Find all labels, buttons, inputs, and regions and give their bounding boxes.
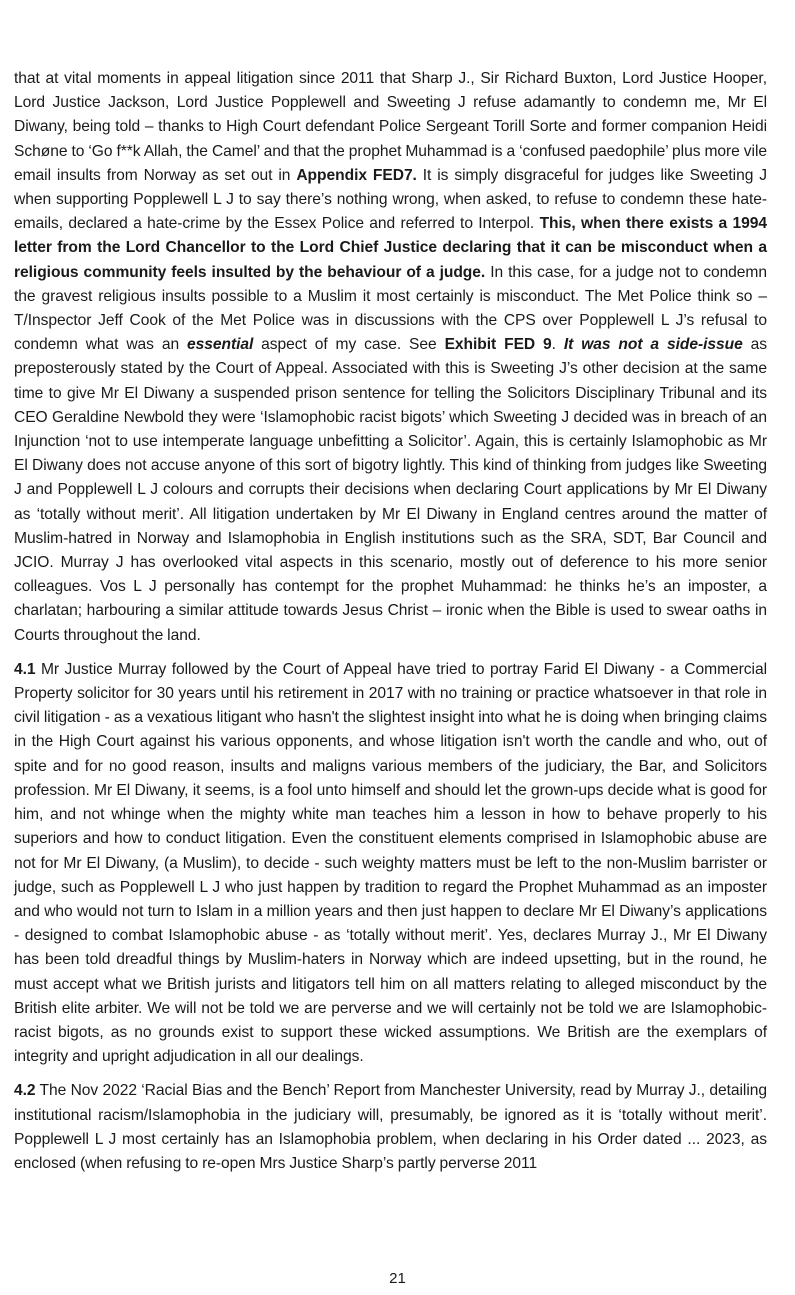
emphasis-text: Exhibit FED 9	[444, 336, 552, 354]
emphasis-text: Appendix FED7.	[296, 166, 417, 184]
text-run: It is simply disgraceful for judges like Sweeting J when supporting Popplewell L J to say there’s nothing wrong, when asked, to refuse to condemn these hate-emails, declared a hate-crime by the Essex Police and referred to Interpol.	[14, 166, 767, 233]
text-run: .	[551, 336, 564, 354]
paragraph-4-1	[14, 658, 767, 1069]
text-run: In this case, for a judge not to condemn the gravest religious insults possible to a Muslim it most certainly is misconduct. The Met Police think so – T/Inspector Jeff Cook of the Met Police was in discussions with the CPS over Popplewell L J’s refusal to condemn what was an	[14, 263, 767, 354]
emphasis-text: This, when there exists a 1994 letter from the Lord Chancellor to the Lord Chief Justice declaring that it can be misconduct when a religious community feels insulted by the behaviour of a judge.	[14, 215, 767, 281]
text-run: Mr Justice Murray followed by the Court of Appeal have tried to portray Farid El Diwany - a Commercial Property solicitor for 30 years until his retirement in 2017 with no training or practice whatsoever in that role in civil litigation - as a vexatious litigant who hasn't the slightest insight into what he is doing when bringing claims in the High Court against his various opponents, and whose litigation isn't worth the candle and who, out of spite and for no good reason, insults and maligns various members of the judiciary, the Bar, and Solicitors profession. Mr El Diwany, it seems, is a fool unto himself and should let the grown-ups decide what is good for him, and not whinge when the mighty white man teaches him a lesson in how to behave properly to his superiors and how to conduct litigation. Even the constituent elements comprised in Islamophobic abuse are not for Mr El Diwany, (a Muslim), to decide - such weighty matters must be left to the non-Muslim barrister or judge, such as Popplewell L J who just happen by tradition to regard the Prophet Muhammad as an imposter and who would not turn to Islam in a million years and then just happen to declare Mr El Diwany’s applications - designed to combat Islamophobic abuse - as ‘totally without merit’. Yes, declares Murray J., Mr El Diwany has been told dreadful things by Muslim-haters in Norway which are indeed upsetting, but in the round, he must accept what we British jurists and litigators tell him on all matters relating to alleged misconduct by the British elite arbiter. We will not be told we are perverse and we will certainly not be told we are Islamophobic-racist bigots, as no grounds exist to support these wicked assumptions. We British are the exemplars of integrity and upright adjudication in all our dealings.	[14, 660, 767, 1066]
emphasis-text: It was not a side-issue	[563, 336, 743, 354]
text-run: that at vital moments in appeal litigation since 2011 that Sharp J., Sir Richard Buxton, Lord Justice Hooper, Lord Justice Jackson, Lord Justice Popplewell and Sweeting J refuse adamantly to condemn me, Mr El Diwany, being told – thanks to High Court defendant Police Sergeant Torill Sorte and former companion Heidi Schøne to ‘Go f**k Allah, the Camel’ and that the prophet Muhammad is a ‘confused paedophile’ plus more vile email insults from Norway as set out in	[14, 70, 767, 184]
paragraph-4-2	[14, 1079, 767, 1176]
paragraph-continuation	[14, 67, 767, 648]
text-run: as preposterously stated by the Court of Appeal. Associated with this is Sweeting J’s other decision at the same time to give Mr El Diwany a suspended prison sentence for telling the Solicitors Disciplinary Tribunal and its CEO Geraldine Newbold they were ‘Islamophobic racist bigots’ which Sweeting J decided was in breach of an Injunction ‘not to use intemperate language unbefitting a Solicitor’. Again, this is certainly Islamophobic as Mr El Diwany does not accuse anyone of this sort of bigotry lightly. This kind of thinking from judges like Sweeting J and Popplewell L J colours and corrupts their decisions when declaring Court applications by Mr El Diwany as ‘totally without merit’. All litigation undertaken by Mr El Diwany in England centres around the matter of Muslim-hatred in Norway and Islamophobia in English institutions such as the SRA, SDT, Bar Council and JCIO. Murray J has overlooked vital aspects in this scenario, mostly out of deference to his more senior colleagues. Vos L J personally has contempt for the prophet Muhammad: he thinks he’s an imposter, a charlatan; harbouring a similar attitude towards Jesus Christ – ironic when the Bible is used to swear oaths in Courts throughout the land.	[14, 336, 767, 644]
document-page	[14, 67, 767, 1176]
page-number: 21	[389, 1270, 406, 1287]
emphasis-text: essential	[186, 336, 254, 354]
emphasis-text: 4.2	[14, 1082, 36, 1100]
emphasis-text: 4.1	[14, 660, 36, 678]
text-run: The Nov 2022 ‘Racial Bias and the Bench’ Report from Manchester University, read by Murray J., detailing institutional racism/Islamophobia in the judiciary will, presumably, be ignored as it is ‘totally without merit’. Popplewell L J most certainly has an Islamophobia problem, when declaring in his Order dated ... 2023, as enclosed (when refusing to re-open Mrs Justice Sharp’s partly perverse 2011	[14, 1082, 767, 1172]
text-run: aspect of my case. See	[253, 336, 445, 354]
